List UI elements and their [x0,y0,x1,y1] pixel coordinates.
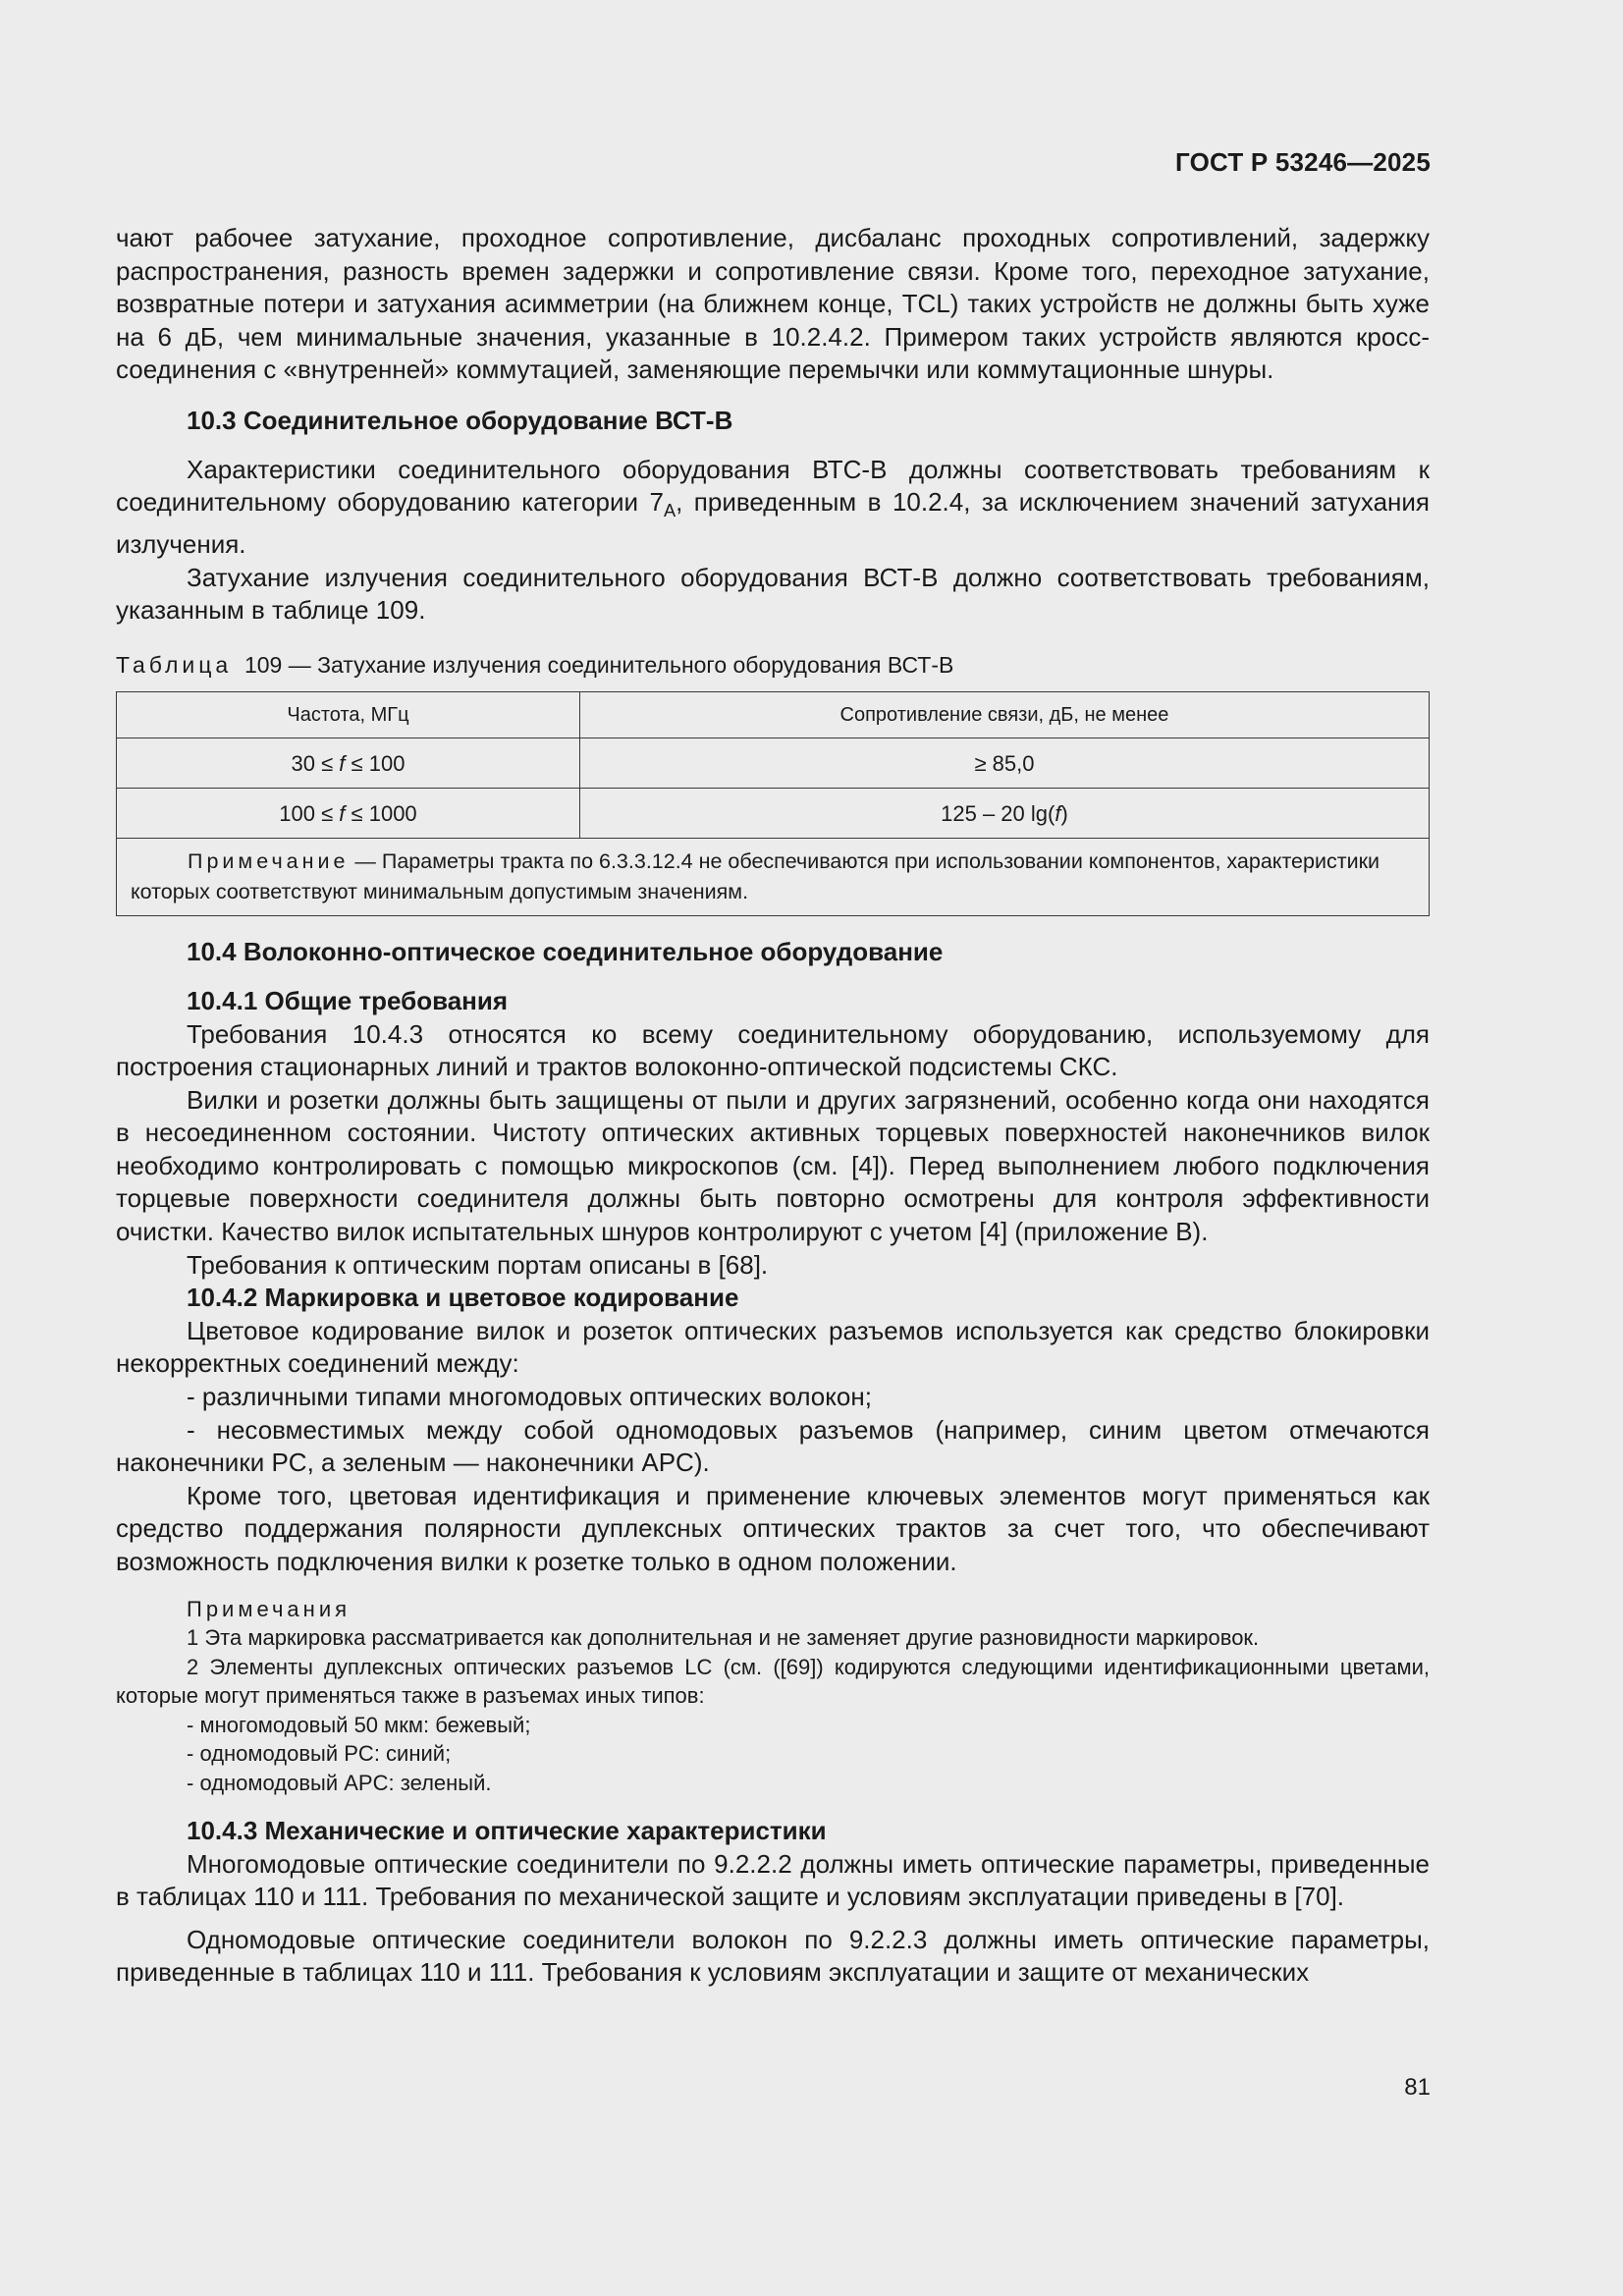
table-note-row [117,839,1430,916]
section-10-4-1-p2: Вилки и розетки должны быть защищены от пыли и других загрязнений, особенно когда они находятся в несоединенном состоянии. Чистоту оптических активных торцевых поверхностей наконечников вилок необходимо контролировать с помощью микроскопов (см. [4]). Перед выполнением любого подключения торцевые поверхности соединителя должны быть повторно осмотрены для контроля эффективности очистки. Качество вилок испытательных шнуров контролируют с учетом [4] (приложение В). [116,1084,1430,1247]
value-cell: 125 – 20 lg(f) [579,789,1429,839]
table-note [117,839,1430,916]
section-10-3-title: 10.3 Соединительное оборудование ВСТ-В [187,405,733,435]
section-10-4-1-title: 10.4.1 Общие требования [187,985,509,1015]
note-dash: - одномодовый PC: синий; [187,1741,452,1767]
section-10-4-1-p1: Требования 10.4.3 относятся ко всему соединительному оборудованию, используемому для построения стационарных линий и трактов волоконно-оптической подсистемы СКС. [116,1018,1430,1082]
note-text: — Параметры тракта по 6.3.3.12.4 не обеспечиваются при использовании компонентов, характеристики которых соответствуют минимальным допустимым значениям. [131,849,1380,904]
section-10-4-2-p1: Цветовое кодирование вилок и розеток оптических разъемов используется как средство блокировки некорректных соединений между: [116,1315,1430,1379]
value-cell: ≥ 85,0 [579,738,1429,789]
col-frequency-header: Частота, МГц [117,692,580,738]
table-header-row [117,692,1430,738]
note-2: 2 Элементы дуплексных оптических разъемов LC (см. ([69]) кодируются следующими идентификационными цветами, которые могут применяться также в разъемах иных типов: [116,1654,1430,1709]
section-10-4-title: 10.4 Волоконно-оптическое соединительное оборудование [187,937,944,967]
section-10-4-3-p1: Многомодовые оптические соединители по 9.2.2.2 должны иметь оптические параметры, приведенные в таблицах 110 и 111. Требования по механической защите и условиям эксплуатации приведены в [70]. [116,1848,1430,1912]
notes-block [116,1595,1430,1798]
notes-title: Примечания [187,1596,352,1621]
note-word: Примечание [188,849,350,874]
p1-part-a: Характеристики соединительного оборудования ВТС-В должны соответствовать требованиям к соединительному оборудованию категории 7 [116,454,1430,518]
section-10-3-paragraph-1 [116,454,1430,562]
section-10-4-1-p3: Требования к оптическим портам описаны в [68]. [187,1249,769,1280]
intro-paragraph: чают рабочее затухание, проходное сопротивление, дисбаланс проходных сопротивлений, задержку распространения, разность времен задержки и сопротивление связи. Кроме того, переходное затухание, возвратные потери и затухания асимметрии (на ближнем конце, TCL) таких устройств не должны быть хуже на 6 дБ, чем минимальные значения, указанные в 10.2.4.2. Примером таких устройств являются кросс-соединения с «внутренней» коммутацией, заменяющие перемычки или коммутационные шнуры. [116,223,1430,385]
dash-item: - различными типами многомодовых оптических волокон; [187,1382,872,1412]
col-coupling-header: Сопротивление связи, дБ, не менее [579,692,1429,738]
note-dash: - одномодовый APC: зеленый. [187,1770,492,1795]
page-number: 81 [1404,2074,1431,2101]
table-109 [116,691,1430,916]
table-109-caption [116,649,1430,683]
p1-part-b: , приведенным в 10.2.4, за исключением значений затухания излучения. [116,487,1430,559]
table-row [117,738,1430,789]
table-word: Таблица [116,651,233,678]
table-row [117,789,1430,839]
table-caption-text: 109 — Затухание излучения соединительного оборудования ВСТ-В [243,651,954,678]
section-10-4-2-p2: Кроме того, цветовая идентификация и применение ключевых элементов могут применяться как средство поддержания полярности дуплексных оптических трактов за счет того, что обеспечивают возможность подключения вилки к розетке только в одном положении. [116,1480,1430,1576]
note-dash: - многомодовый 50 мкм: бежевый; [187,1712,531,1737]
freq-cell: 100 ≤ f ≤ 1000 [117,789,580,839]
document-header: ГОСТ Р 53246—2025 [1175,147,1431,177]
freq-cell: 30 ≤ f ≤ 100 [117,738,580,789]
note-1: 1 Эта маркировка рассматривается как дополнительная и не заменяет другие разновидности маркировок. [187,1625,1260,1651]
section-10-4-2-title: 10.4.2 Маркировка и цветовое кодирование [187,1283,739,1313]
page-content [116,222,1430,1990]
dash-item: - несовместимых между собой одномодовых разъемов (например, синим цветом отмечаются наконечники PC, а зеленым — наконечники APC). [116,1414,1430,1478]
section-10-4-3-p2: Одномодовые оптические соединители волокон по 9.2.2.3 должны иметь оптические параметры, приведенные в таблицах 110 и 111. Требования к условиям эксплуатации и защите от механических [116,1924,1430,1988]
p1-subscript: A [663,501,676,521]
section-10-4-3-title: 10.4.3 Механические и оптические характеристики [187,1816,827,1846]
section-10-3-paragraph-2: Затухание излучения соединительного оборудования ВСТ-В должно соответствовать требованиям, указанным в таблице 109. [116,562,1430,626]
